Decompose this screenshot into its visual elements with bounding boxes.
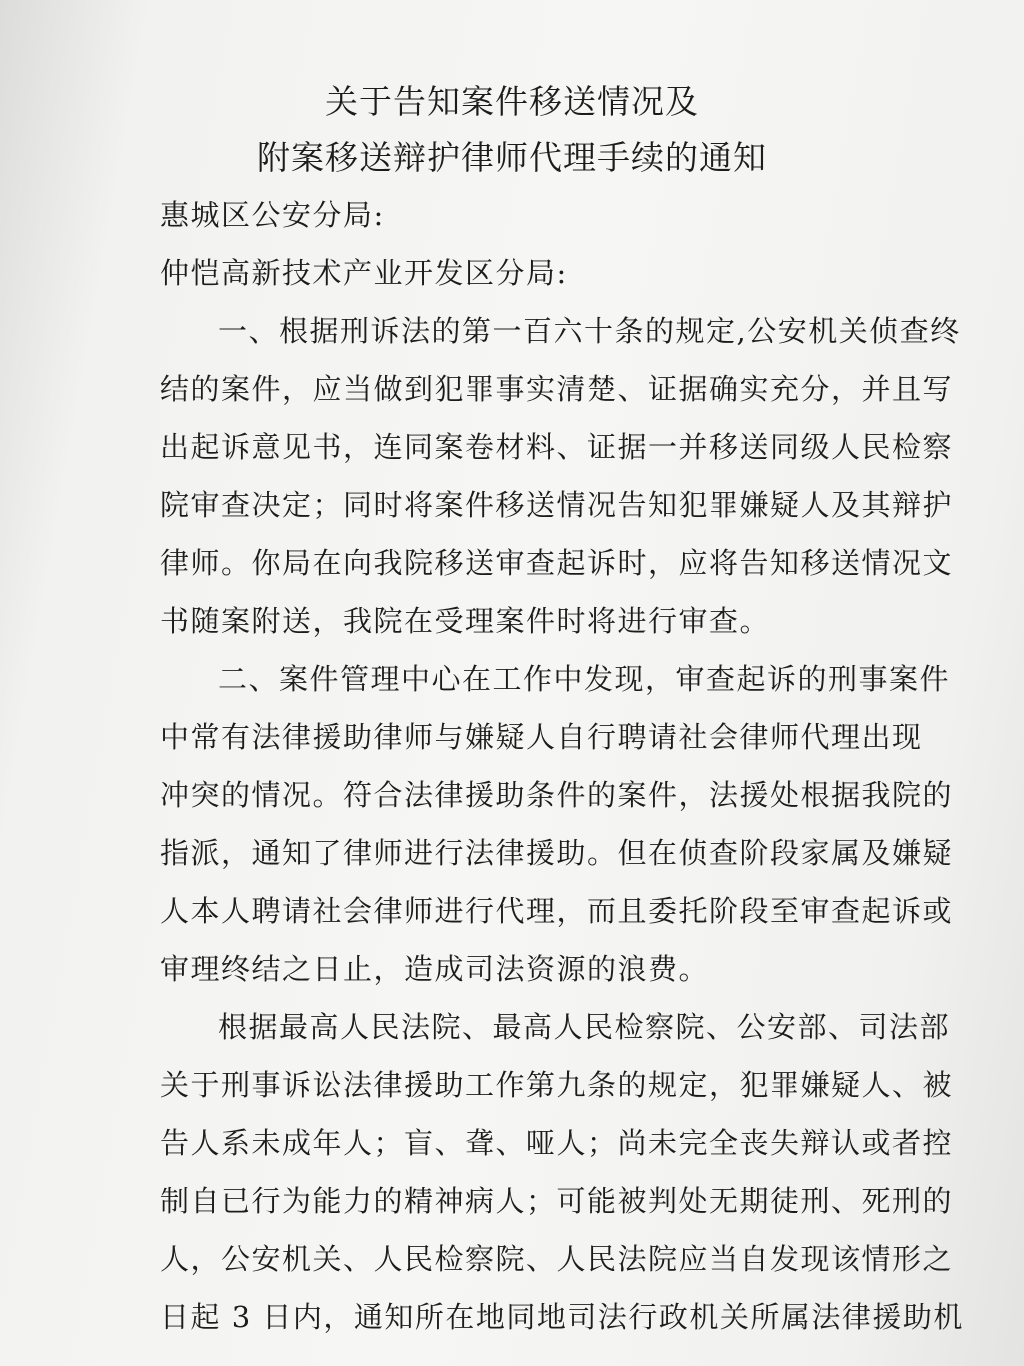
paragraph-line: 书随案附送，我院在受理案件时将进行审查。 [160, 604, 771, 638]
paragraph-line: 关于刑事诉讼法律援助工作第九条的规定，犯罪嫌疑人、被 [160, 1068, 954, 1102]
paragraph-line: 日起 3 日内，通知所在地同地司法行政机关所属法律援助机 [160, 1300, 964, 1334]
paragraph-line: 结的案件，应当做到犯罪事实清楚、证据确实充分，并且写 [160, 372, 954, 406]
paragraph-line: 冲突的情况。符合法律援助条件的案件，法援处根据我院的 [160, 778, 954, 812]
paragraph-line: 人，公安机关、人民检察院、人民法院应当自发现该情形之 [160, 1242, 954, 1276]
paragraph-line: 审理终结之日止，造成司法资源的浪费。 [160, 952, 710, 986]
paragraph-line: 根据最高人民法院、最高人民检察院、公安部、司法部 [218, 1010, 951, 1044]
paragraph-line: 二、案件管理中心在工作中发现，审查起诉的刑事案件 [218, 662, 951, 696]
document-title-line-1: 关于告知案件移送情况及 [325, 82, 699, 121]
paragraph-line: 出起诉意见书，连同案卷材料、证据一并移送同级人民检察 [160, 430, 954, 464]
paragraph-line: 指派，通知了律师进行法律援助。但在侦查阶段家属及嫌疑 [160, 836, 954, 870]
paragraph-line: 律师。你局在向我院移送审查起诉时，应将告知移送情况文 [160, 546, 954, 580]
paragraph-line: 人本人聘请社会律师进行代理，而且委托阶段至审查起诉或 [160, 894, 954, 928]
addressee-1: 惠城区公安分局: [160, 198, 385, 232]
paragraph-line: 一、根据刑诉法的第一百六十条的规定,公安机关侦查终 [218, 314, 961, 348]
paragraph-line: 院审查决定；同时将案件移送情况告知犯罪嫌疑人及其辩护 [160, 488, 954, 522]
addressee-2: 仲恺高新技术产业开发区分局: [160, 256, 568, 290]
paragraph-line: 中常有法律援助律师与嫌疑人自行聘请社会律师代理出现 [160, 720, 923, 754]
paragraph-line: 告人系未成年人；盲、聋、哑人；尚未完全丧失辩认或者控 [160, 1126, 954, 1160]
document-title-line-2: 附案移送辩护律师代理手续的通知 [257, 138, 767, 177]
paragraph-line: 制自已行为能力的精神病人；可能被判处无期徒刑、死刑的 [160, 1184, 954, 1218]
